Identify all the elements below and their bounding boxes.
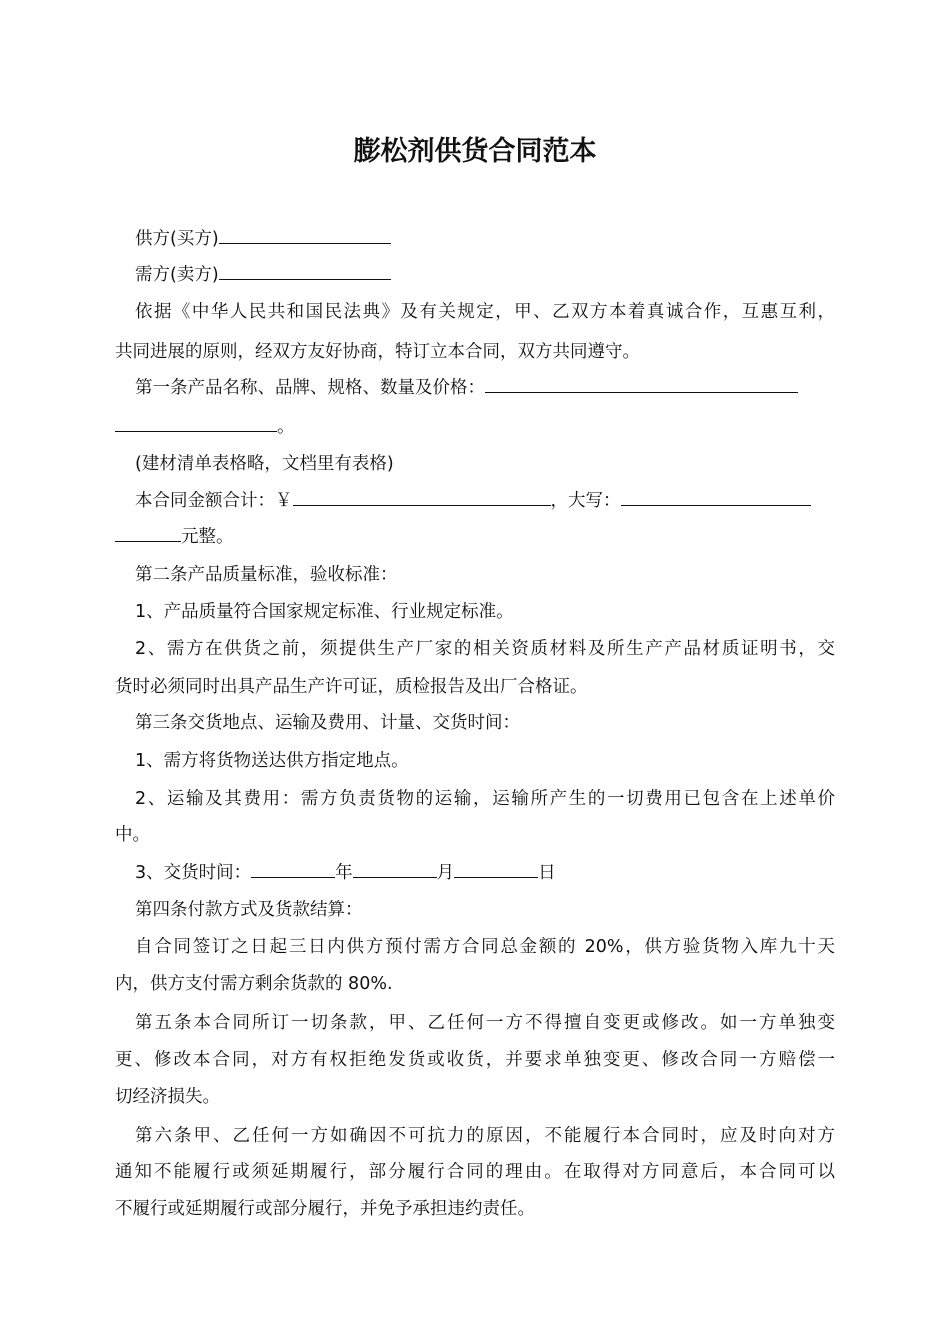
article-1-continuation	[115, 413, 835, 441]
amount-upper-blank-2[interactable]	[115, 523, 181, 542]
article-2-item-2-line-2: 货时必须同时出具产品生产许可证，质检报告及出厂合格证。	[115, 677, 588, 697]
amount-end-line	[115, 523, 835, 551]
article-6-line-3: 不履行或延期履行或部分履行，并免予承担违约责任。	[115, 1199, 535, 1219]
amount-number-blank[interactable]	[293, 487, 551, 506]
article-6-line-2: 通知不能履行或须延期履行，部分履行合同的理由。在取得对方同意后，本合同可以	[115, 1162, 835, 1182]
article-2-item-2-line-1: 2、需方在供货之前，须提供生产厂家的相关资质材料及所生产产品材质证明书，交	[135, 639, 835, 659]
article-6-line-1: 第六条甲、乙任何一方如确因不可抗力的原因，不能履行本合同时，应及时向对方	[135, 1126, 835, 1146]
buyer-line	[135, 225, 835, 253]
seller-line	[135, 261, 835, 289]
article-1-heading	[135, 374, 835, 402]
delivery-time-label: 3、交货时间：	[135, 863, 252, 883]
article-4-line-2: 内，供方支付需方剩余货款的 80%.	[115, 974, 393, 994]
article-3-item-1: 1、需方将货物送达供方指定地点。	[135, 751, 409, 771]
amount-upper-blank[interactable]	[621, 487, 811, 506]
seller-label: 需方(卖方)	[135, 265, 219, 285]
article-5-line-3: 切经济损失。	[115, 1087, 220, 1107]
intro-line-1: 依据《中华人民共和国民法典》及有关规定，甲、乙双方本着真诚合作，互惠互利，	[135, 302, 835, 322]
seller-blank[interactable]	[219, 261, 391, 280]
amount-upper-label: ，大写：	[550, 491, 621, 511]
month-label: 月	[436, 863, 455, 883]
document-title: 膨松剂供货合同范本	[353, 136, 597, 167]
delivery-year-blank[interactable]	[251, 859, 335, 878]
day-label: 日	[538, 863, 556, 883]
article-1-period: 。	[277, 417, 295, 437]
delivery-day-blank[interactable]	[454, 859, 538, 878]
amount-end-label: 元整。	[181, 527, 234, 547]
article-2-heading: 第二条产品质量标准，验收标准：	[135, 565, 398, 585]
buyer-blank[interactable]	[219, 225, 391, 244]
article-5-line-2: 更、修改本合同，对方有权拒绝发货或收货，并要求单独变更、修改合同一方赔偿一	[115, 1050, 835, 1070]
delivery-month-blank[interactable]	[353, 859, 437, 878]
product-details-blank-2[interactable]	[115, 413, 277, 432]
article-4-heading: 第四条付款方式及货款结算：	[135, 900, 363, 920]
intro-line-2: 共同进展的原则，经双方友好协商，特订立本合同，双方共同遵守。	[115, 342, 640, 362]
year-label: 年	[335, 863, 353, 883]
article-4-line-1: 自合同签订之日起三日内供方预付需方合同总金额的 20%，供方验货物入库九十天	[135, 937, 835, 957]
article-1-label: 第一条产品名称、品牌、规格、数量及价格：	[135, 378, 485, 398]
amount-line	[135, 487, 835, 515]
article-2-item-1: 1、产品质量符合国家规定标准、行业规定标准。	[135, 602, 514, 622]
article-5-line-1: 第五条本合同所订一切条款，甲、乙任何一方不得擅自变更或修改。如一方单独变	[135, 1013, 835, 1033]
product-details-blank[interactable]	[485, 374, 798, 393]
amount-label: 本合同金额合计：￥	[135, 491, 293, 511]
buyer-label: 供方(买方)	[135, 229, 219, 249]
article-3-item-2-line-1: 2、运输及其费用：需方负责货物的运输，运输所产生的一切费用已包含在上述单价	[135, 789, 835, 809]
article-1-note: (建材清单表格略，文档里有表格)	[135, 454, 394, 474]
article-3-heading: 第三条交货地点、运输及费用、计量、交货时间：	[135, 713, 520, 733]
article-3-item-3	[135, 859, 835, 887]
article-3-item-2-line-2: 中。	[115, 825, 150, 845]
